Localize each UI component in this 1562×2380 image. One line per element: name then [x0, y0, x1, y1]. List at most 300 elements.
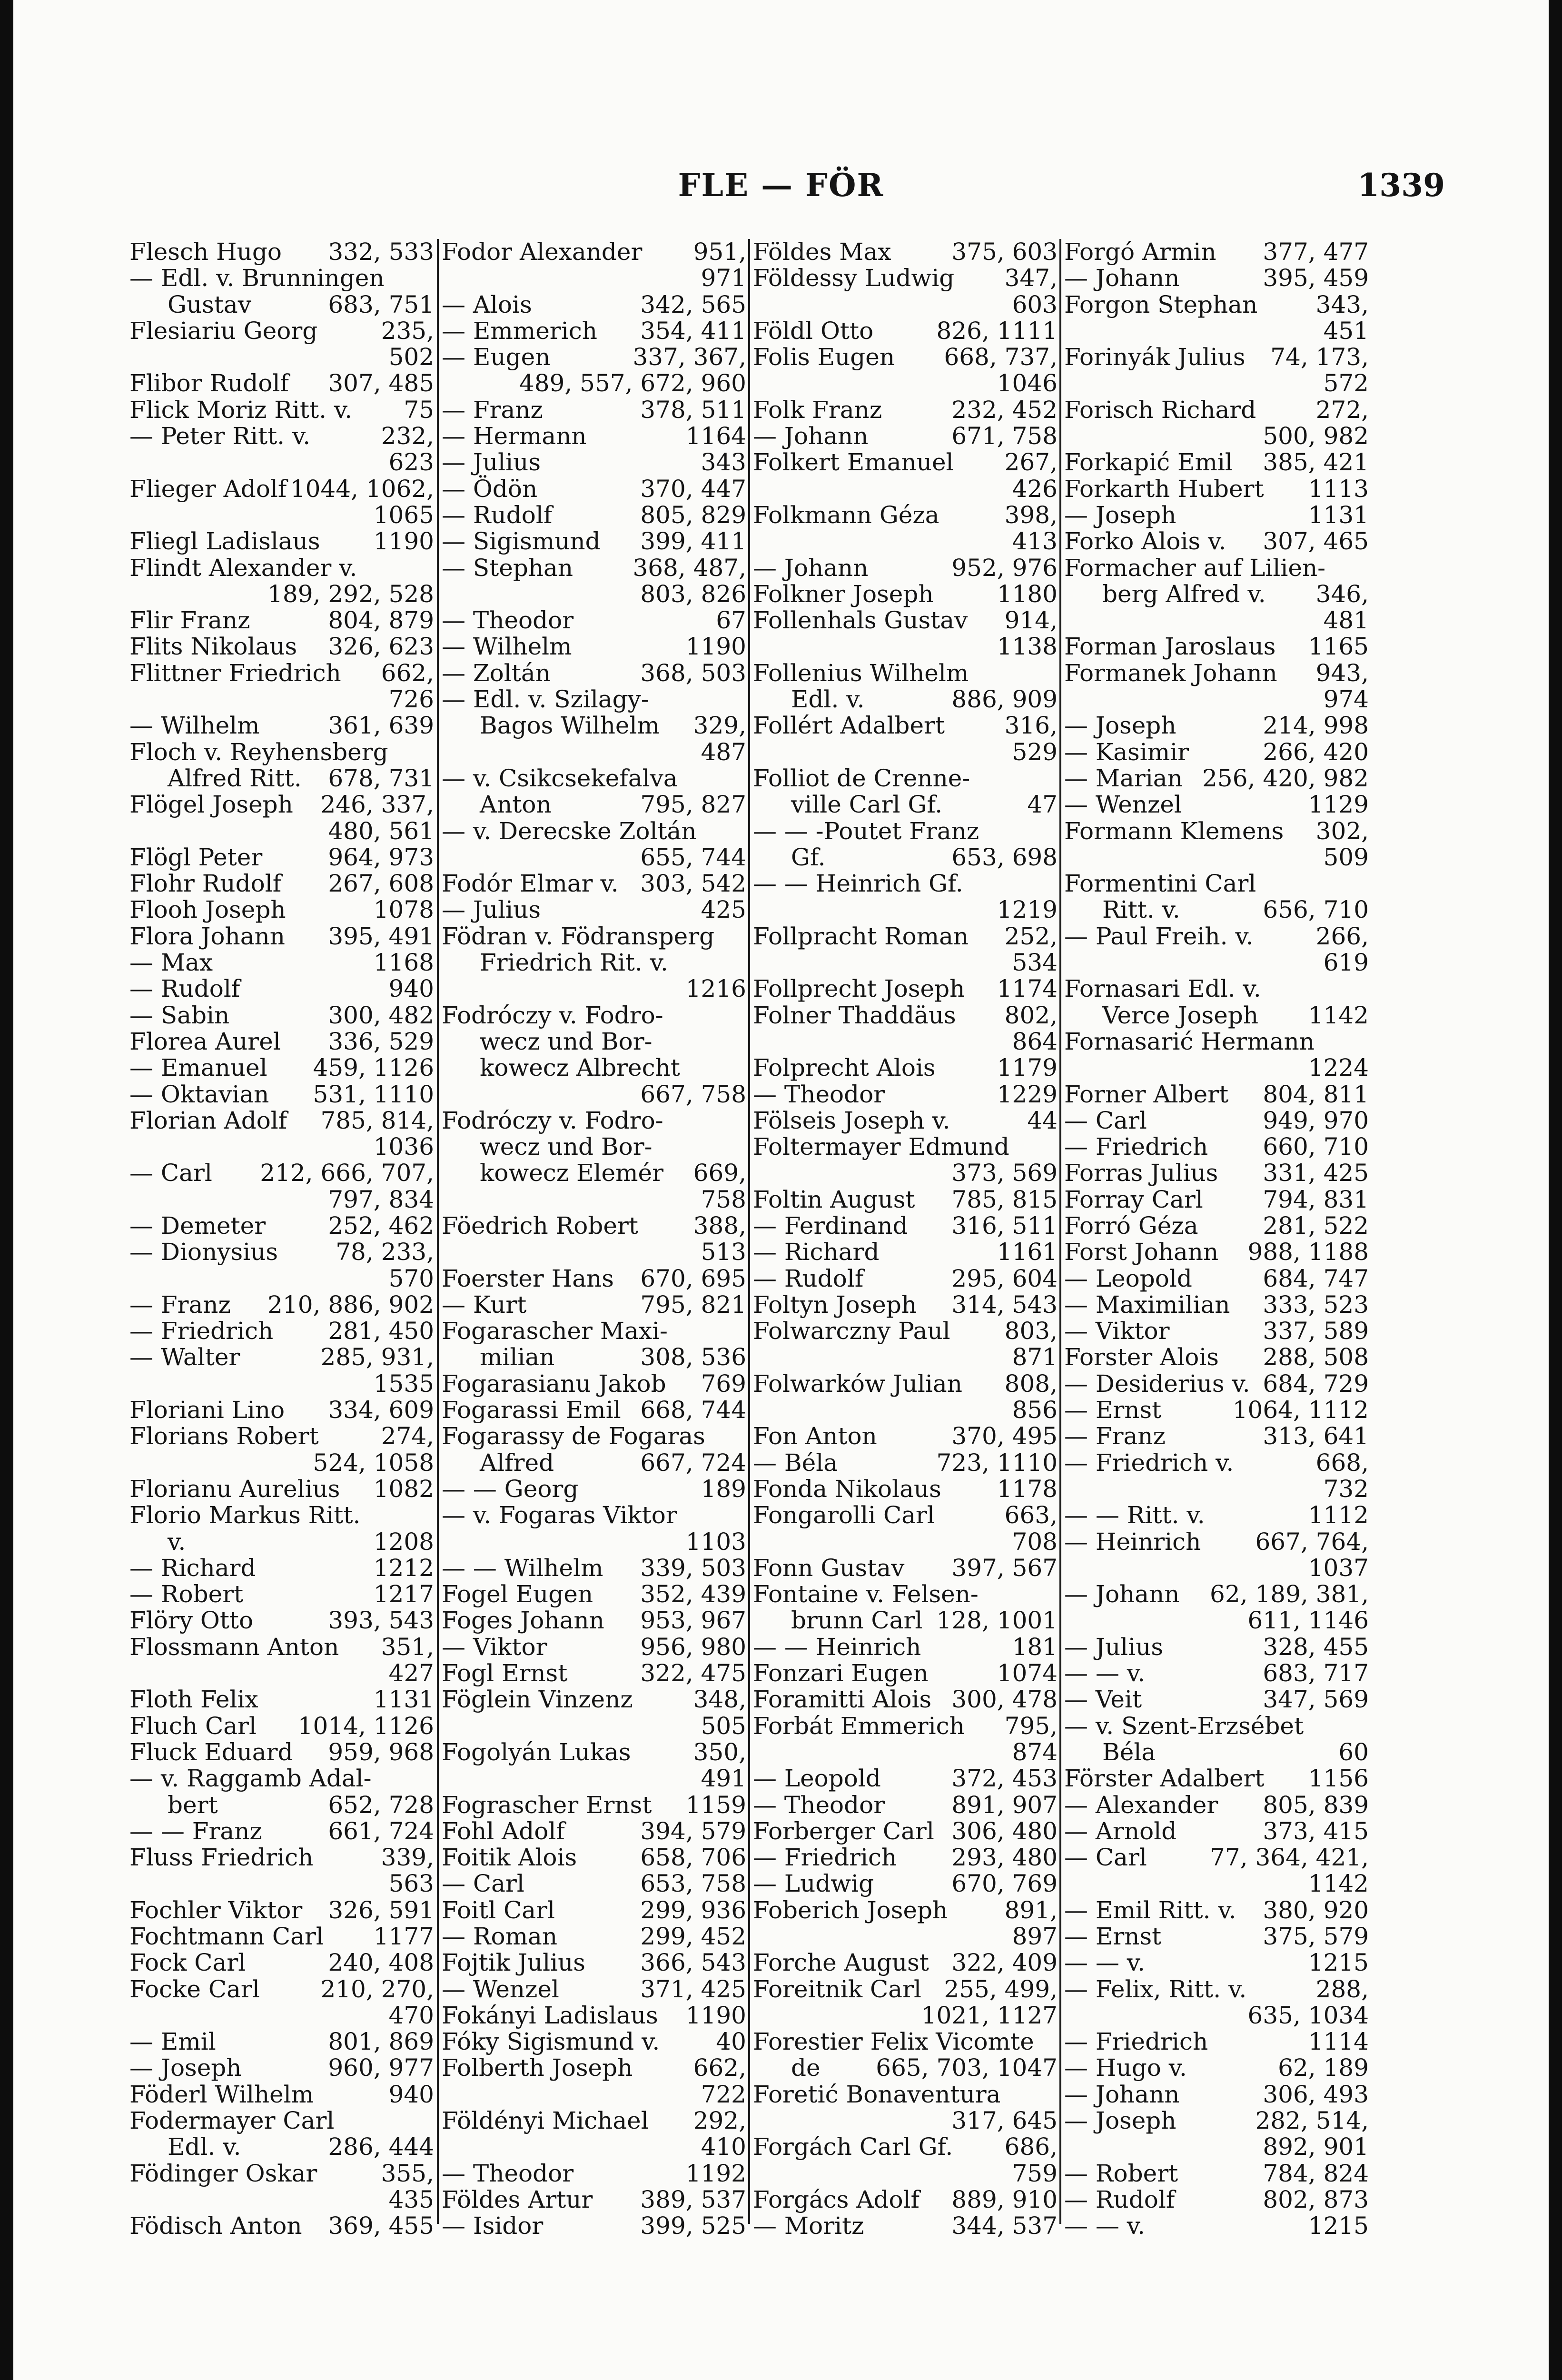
index-entry-line [129, 1607, 434, 1634]
entry-page-refs: 343, [1315, 290, 1369, 318]
entry-page-refs: 1112 [1308, 1501, 1369, 1529]
entry-name: — Franz [129, 1290, 231, 1319]
index-entry-line [753, 1081, 1058, 1108]
entry-page-refs: 435 [388, 2185, 434, 2213]
index-entry-line [753, 581, 1058, 607]
entry-page-refs: 75 [404, 396, 434, 424]
index-entry-line [129, 950, 434, 976]
index-entry-line [753, 1660, 1058, 1686]
entry-page-refs: 801, 869 [328, 2028, 434, 2056]
entry-page-refs: 370, 495 [951, 1422, 1058, 1450]
entry-page-refs: 611, 1146 [1247, 1606, 1369, 1635]
index-entry-line [442, 1844, 746, 1871]
entry-name: Forras Julius [1064, 1159, 1218, 1187]
entry-page-refs: 1103 [685, 1527, 746, 1556]
index-entry-line [1064, 1555, 1369, 1581]
index-entry-line [753, 950, 1058, 976]
index-entry-line [129, 1160, 434, 1186]
entry-name: Foltermayer Edmund [753, 1133, 1009, 1161]
index-entry-line [129, 2161, 434, 2187]
entry-name: Formentini Carl [1064, 870, 1256, 898]
index-entry-line [129, 1871, 434, 1897]
index-entry-line [442, 844, 746, 871]
entry-page-refs: 285, 931, [320, 1343, 434, 1371]
entry-name: — Robert [129, 1580, 244, 1608]
entry-page-refs: 375, 603 [951, 239, 1058, 266]
entry-page-refs: 678, 731 [328, 764, 434, 792]
entry-page-refs: 272, [1315, 396, 1369, 424]
index-entry-line [129, 1213, 434, 1239]
index-entry-line [129, 292, 434, 318]
entry-page-refs: 295, 604 [951, 1264, 1058, 1292]
entry-name: Folk Franz [753, 396, 882, 424]
entry-name: Anton [480, 791, 552, 819]
entry-name: Foerster Hans [442, 1264, 614, 1292]
entry-name: — Leopold [1064, 1264, 1192, 1292]
entry-name: Földl Otto [753, 317, 874, 345]
entry-page-refs: 299, 936 [640, 1896, 746, 1924]
entry-name: Flögl Peter [129, 843, 263, 871]
entry-name: — Rudolf [1064, 2185, 1175, 2213]
entry-name: Fontaine v. Felsen- [753, 1580, 979, 1608]
entry-page-refs: 1064, 1112 [1232, 1396, 1369, 1424]
entry-page-refs: 1216 [685, 975, 746, 1003]
entry-name: — Franz [442, 396, 543, 424]
entry-page-refs: 804, 811 [1263, 1080, 1369, 1108]
entry-page-refs: 336, 529 [328, 1027, 434, 1055]
index-entry-line [1064, 1397, 1369, 1423]
index-entry-line [753, 1187, 1058, 1213]
index-entry-line [442, 1607, 746, 1634]
index-entry-line [129, 1976, 434, 2003]
entry-page-refs: 354, 411 [640, 317, 746, 345]
entry-name: — Viktor [442, 1633, 547, 1661]
entry-page-refs: 331, 425 [1263, 1159, 1369, 1187]
entry-name: Folliot de Crenne- [753, 764, 970, 792]
left-scan-border [0, 0, 13, 2380]
entry-name: Flora Johann [129, 922, 285, 950]
entry-page-refs: 281, 522 [1263, 1211, 1369, 1240]
entry-name: — Walter [129, 1343, 240, 1371]
entry-page-refs: 1190 [685, 633, 746, 661]
entry-page-refs: 371, 425 [640, 1975, 746, 2003]
entry-page-refs: 572 [1323, 369, 1369, 397]
index-entry-line [129, 1713, 434, 1739]
index-entry-line [129, 1897, 434, 1924]
entry-name: — Wenzel [1064, 791, 1182, 819]
entry-page-refs: 1215 [1308, 1949, 1369, 1977]
entry-name: Forche August [753, 1949, 929, 1977]
index-entry-line [442, 2134, 746, 2160]
entry-name: — Oktavian [129, 1080, 269, 1108]
index-entry-line [129, 1450, 434, 1476]
entry-name: Florea Aurel [129, 1027, 281, 1055]
entry-name: — Edl. v. Szilagy- [442, 685, 649, 714]
entry-name: Flesiariu Georg [129, 317, 318, 345]
index-entry-line [1064, 1502, 1369, 1528]
entry-page-refs: 1142 [1308, 1001, 1369, 1029]
entry-name: Fock Carl [129, 1949, 246, 1977]
entry-page-refs: 794, 831 [1263, 1185, 1369, 1213]
entry-name: Verce Joseph [1102, 1001, 1259, 1029]
entry-name: berg Alfred v. [1102, 580, 1266, 608]
entry-name: — Alois [442, 290, 532, 318]
entry-name: — Friedrich [129, 1317, 274, 1345]
entry-page-refs: 949, 970 [1263, 1106, 1369, 1134]
index-entry-line [753, 1292, 1058, 1318]
entry-page-refs: 1014, 1126 [297, 1712, 434, 1740]
entry-page-refs: 531, 1110 [313, 1080, 434, 1108]
entry-name: — — Franz [129, 1817, 262, 1845]
index-entry-line [753, 1555, 1058, 1581]
entry-name: — Carl [1064, 1106, 1147, 1134]
index-entry-line [1064, 818, 1369, 844]
index-entry-line [753, 344, 1058, 370]
entry-page-refs: 805, 839 [1263, 1791, 1369, 1819]
entry-page-refs: 1229 [997, 1080, 1058, 1108]
entry-page-refs: 286, 444 [328, 2133, 434, 2161]
index-entry-line [442, 1450, 746, 1476]
index-entry-line [442, 765, 746, 792]
entry-page-refs: 342, 565 [640, 290, 746, 318]
entry-page-refs: 181 [1012, 1633, 1058, 1661]
entry-page-refs: 288, 508 [1263, 1343, 1369, 1371]
index-entry-line [442, 1213, 746, 1239]
entry-page-refs: 393, 543 [328, 1606, 434, 1635]
entry-name: — Friedrich [1064, 1133, 1208, 1161]
index-entry-line [753, 871, 1058, 897]
entry-page-refs: 1179 [997, 1054, 1058, 1082]
entry-page-refs: 897 [1012, 1923, 1058, 1950]
entry-page-refs: 652, 728 [328, 1791, 434, 1819]
index-entry-line [442, 1634, 746, 1660]
entry-name: — — v. [1064, 1949, 1145, 1977]
entry-name: Fornasarić Hermann [1064, 1027, 1315, 1055]
entry-name: — Theodor [753, 1791, 885, 1819]
entry-name: Forkapić Emil [1064, 448, 1233, 476]
entry-name: Föglein Vinzenz [442, 1686, 633, 1714]
entry-page-refs: 78, 233, [336, 1238, 434, 1266]
entry-name: — Marian [1064, 764, 1183, 792]
entry-page-refs: 1129 [1308, 791, 1369, 819]
index-entry-line [129, 1634, 434, 1660]
entry-page-refs: 389, 537 [640, 2185, 746, 2213]
entry-name: — Richard [129, 1554, 256, 1582]
index-entry-line [1064, 1686, 1369, 1713]
entry-name: — Peter Ritt. v. [129, 422, 311, 450]
index-entry-line [753, 739, 1058, 765]
entry-page-refs: 670, 769 [951, 1870, 1058, 1898]
entry-name: Follért Adalbert [753, 712, 945, 740]
index-entry-line [129, 1844, 434, 1871]
page-number: 1339 [1357, 167, 1445, 204]
index-entry-line [129, 581, 434, 607]
entry-page-refs: 1113 [1308, 475, 1369, 503]
index-entry-line [129, 897, 434, 923]
entry-name: Forró Géza [1064, 1211, 1198, 1240]
entry-name: Forman Jaroslaus [1064, 633, 1276, 661]
index-entry-line [1064, 1318, 1369, 1344]
entry-page-refs: 60 [1338, 1738, 1369, 1766]
index-entry-line [1064, 2055, 1369, 2081]
index-entry-line [1064, 713, 1369, 739]
index-entry-line [442, 581, 746, 607]
index-entry-line [753, 370, 1058, 397]
index-entry-line [1064, 950, 1369, 976]
entry-page-refs: 317, 645 [951, 2107, 1058, 2135]
entry-name: Fongarolli Carl [753, 1501, 935, 1529]
index-entry-line [753, 1134, 1058, 1160]
entry-page-refs: 410 [701, 2133, 746, 2161]
index-entry-line [442, 897, 746, 923]
index-entry-line [442, 2029, 746, 2055]
entry-page-refs: 351, [381, 1633, 434, 1661]
index-entry-line [753, 660, 1058, 686]
index-entry-line [1064, 1002, 1369, 1029]
entry-page-refs: 252, [1004, 922, 1058, 950]
entry-page-refs: 1131 [1308, 501, 1369, 529]
entry-name: Follpracht Roman [753, 922, 969, 950]
entry-name: Fogarasianu Jakob [442, 1369, 666, 1398]
index-entry-line [753, 607, 1058, 634]
index-entry-line [129, 239, 434, 265]
entry-page-refs: 339, 503 [640, 1554, 746, 1582]
entry-name: Folkert Emanuel [753, 448, 954, 476]
entry-page-refs: 655, 744 [640, 843, 746, 871]
index-entry-line [129, 2213, 434, 2239]
entry-name: — Arnold [1064, 1817, 1177, 1845]
entry-page-refs: 956, 980 [640, 1633, 746, 1661]
index-entry-line [1064, 2108, 1369, 2134]
entry-page-refs: 668, 737, [944, 343, 1058, 371]
index-entry-line [129, 765, 434, 792]
entry-name: — Rudolf [129, 975, 240, 1003]
entry-page-refs: 563 [388, 1870, 434, 1898]
index-entry-line [129, 1397, 434, 1423]
index-entry-line [1064, 1266, 1369, 1292]
entry-page-refs: 667, 724 [640, 1448, 746, 1477]
entry-name: Fonzari Eugen [753, 1659, 929, 1687]
entry-name: — Rudolf [753, 1264, 864, 1292]
entry-page-refs: 1178 [997, 1475, 1058, 1503]
entry-name: Fogarassy de Fogaras [442, 1422, 705, 1450]
entry-name: Foitl Carl [442, 1896, 555, 1924]
entry-page-refs: 871 [1012, 1343, 1058, 1371]
entry-page-refs: 266, 420 [1263, 738, 1369, 766]
entry-name: — v. Fogaras Viktor [442, 1501, 677, 1529]
index-entry-line [442, 1765, 746, 1792]
index-entry-line [442, 1055, 746, 1081]
index-entry-line [442, 555, 746, 581]
entry-page-refs: 369, 455 [328, 2212, 434, 2240]
index-entry-line [129, 2134, 434, 2160]
entry-page-refs: 343 [701, 448, 746, 476]
entry-page-refs: 370, 447 [640, 475, 746, 503]
entry-name: — v. Szent-Erzsébet [1064, 1712, 1304, 1740]
entry-page-refs: 307, 465 [1263, 527, 1369, 555]
index-entry-line [442, 1502, 746, 1528]
entry-name: Foretić Bonaventura [753, 2080, 1001, 2108]
entry-page-refs: 368, 487, [633, 554, 746, 582]
entry-name: Föedrich Robert [442, 1211, 638, 1240]
index-entry-line [753, 2108, 1058, 2134]
index-entry-line [1064, 1924, 1369, 1950]
index-entry-line [1064, 502, 1369, 528]
index-entry-line [1064, 1160, 1369, 1186]
index-entry-line [753, 2161, 1058, 2187]
column-divider [437, 239, 439, 2224]
entry-page-refs: 395, 459 [1263, 264, 1369, 292]
entry-page-refs: 347, 569 [1263, 1686, 1369, 1714]
entry-page-refs: 1036 [373, 1133, 434, 1161]
index-entry-line [129, 370, 434, 397]
index-entry-line [1064, 1950, 1369, 1976]
entry-name: Födran v. Födransperg [442, 922, 715, 950]
entry-page-refs: 385, 421 [1263, 448, 1369, 476]
entry-page-refs: 398, [1004, 501, 1058, 529]
index-column-1 [129, 239, 434, 2248]
entry-name: — Felix, Ritt. v. [1064, 1975, 1247, 2003]
index-entry-line [129, 923, 434, 950]
entry-name: Gustav [168, 290, 251, 318]
index-entry-line [442, 739, 746, 765]
entry-page-refs: 665, 703, 1047 [876, 2054, 1058, 2082]
entry-page-refs: 661, 724 [328, 1817, 434, 1845]
index-entry-line [1064, 1187, 1369, 1213]
entry-page-refs: 397, 567 [951, 1554, 1058, 1582]
entry-name: — Roman [442, 1923, 558, 1950]
index-entry-line [442, 528, 746, 555]
entry-name: — Friedrich v. [1064, 1448, 1234, 1477]
entry-name: bert [168, 1791, 218, 1819]
entry-name: Fluss Friedrich [129, 1844, 314, 1872]
entry-name: — Friedrich [753, 1844, 897, 1872]
entry-page-refs: 240, 408 [328, 1949, 434, 1977]
index-entry-line [442, 1976, 746, 2003]
entry-name: Folner Thaddäus [753, 1001, 956, 1029]
index-entry-line [1064, 1529, 1369, 1555]
entry-page-refs: 658, 706 [640, 1844, 746, 1872]
entry-name: Fölseis Joseph v. [753, 1106, 950, 1134]
entry-page-refs: 1164 [685, 422, 746, 450]
entry-page-refs: 373, 415 [1263, 1817, 1369, 1845]
entry-name: Fodróczy v. Fodro- [442, 1106, 663, 1134]
entry-page-refs: 513 [701, 1238, 746, 1266]
entry-page-refs: 388, [693, 1211, 746, 1240]
index-entry-line [1064, 739, 1369, 765]
index-entry-line [442, 2082, 746, 2108]
entry-page-refs: 306, 493 [1263, 2080, 1369, 2108]
entry-name: — v. Raggamb Adal- [129, 1765, 372, 1793]
entry-name: Follprecht Joseph [753, 975, 965, 1003]
index-entry-line [1064, 897, 1369, 923]
index-entry-line [1064, 239, 1369, 265]
entry-page-refs: 361, 639 [328, 712, 434, 740]
index-entry-line [1064, 555, 1369, 581]
entry-name: Florianu Aurelius [129, 1475, 340, 1503]
entry-name: — Rudolf [442, 501, 553, 529]
index-entry-line [129, 1950, 434, 1976]
index-entry-line [1064, 844, 1369, 871]
entry-name: Fon Anton [753, 1422, 877, 1450]
index-entry-line [753, 1713, 1058, 1739]
entry-name: — Emil Ritt. v. [1064, 1896, 1236, 1924]
index-entry-line [1064, 1081, 1369, 1108]
page-header-range: FLE — FÖR [678, 167, 884, 204]
index-entry-line [1064, 318, 1369, 344]
entry-page-refs: 399, 411 [640, 527, 746, 555]
entry-page-refs: 952, 976 [951, 554, 1058, 582]
entry-page-refs: 1156 [1308, 1765, 1369, 1793]
index-column-2 [442, 239, 746, 2248]
entry-page-refs: 427 [388, 1659, 434, 1687]
index-entry-line [753, 792, 1058, 818]
entry-name: — Carl [129, 1159, 212, 1187]
index-entry-line [753, 1529, 1058, 1555]
index-entry-line [1064, 397, 1369, 423]
entry-page-refs: 282, 514, [1255, 2107, 1369, 2135]
entry-page-refs: 619 [1323, 949, 1369, 977]
index-entry-line [1064, 1108, 1369, 1134]
entry-page-refs: 795, 827 [640, 791, 746, 819]
entry-page-refs: 316, [1004, 712, 1058, 740]
entry-page-refs: 802, 873 [1263, 2185, 1369, 2213]
index-entry-line [442, 476, 746, 502]
entry-name: — Sabin [129, 1001, 230, 1029]
entry-page-refs: 1044, 1062, [290, 475, 434, 503]
entry-name: — Julius [442, 896, 541, 924]
entry-page-refs: 256, 420, 982 [1202, 764, 1369, 792]
entry-name: — Paul Freih. v. [1064, 922, 1254, 950]
entry-name: Foitik Alois [442, 1844, 577, 1872]
index-entry-line [129, 1423, 434, 1449]
entry-page-refs: 670, 695 [640, 1264, 746, 1292]
entry-name: Gf. [791, 843, 826, 871]
entry-name: — Maximilian [1064, 1290, 1230, 1319]
index-entry-line [1064, 1765, 1369, 1792]
entry-page-refs: 288, [1315, 1975, 1369, 2003]
entry-page-refs: 708 [1012, 1527, 1058, 1556]
entry-page-refs: 292, [693, 2107, 746, 2135]
entry-name: brunn Carl [791, 1606, 923, 1635]
entry-name: Fogolyán Lukas [442, 1738, 631, 1766]
index-entry-line [442, 1029, 746, 1055]
index-entry-line [442, 634, 746, 660]
index-entry-line [1064, 1239, 1369, 1265]
entry-page-refs: 395, 491 [328, 922, 434, 950]
entry-name: de [791, 2054, 821, 2082]
entry-name: Flibor Rudolf [129, 369, 289, 397]
entry-page-refs: 662, [693, 2054, 746, 2082]
entry-name: — Ödön [442, 475, 538, 503]
entry-page-refs: 671, 758 [951, 422, 1058, 450]
entry-page-refs: 394, 579 [640, 1817, 746, 1845]
index-entry-line [753, 1686, 1058, 1713]
index-entry-line [129, 528, 434, 555]
index-entry-line [753, 1976, 1058, 2003]
index-entry-line [753, 1924, 1058, 1950]
entry-page-refs: 329, [693, 712, 746, 740]
entry-name: — Wilhelm [129, 712, 260, 740]
index-entry-line [1064, 292, 1369, 318]
entry-page-refs: 481 [1323, 606, 1369, 635]
entry-name: Follenhals Gustav [753, 606, 968, 635]
index-entry-line [753, 239, 1058, 265]
entry-page-refs: 235, [381, 317, 434, 345]
index-entry-line [1064, 765, 1369, 792]
entry-name: Béla [1102, 1738, 1156, 1766]
index-column-3 [753, 239, 1058, 2248]
